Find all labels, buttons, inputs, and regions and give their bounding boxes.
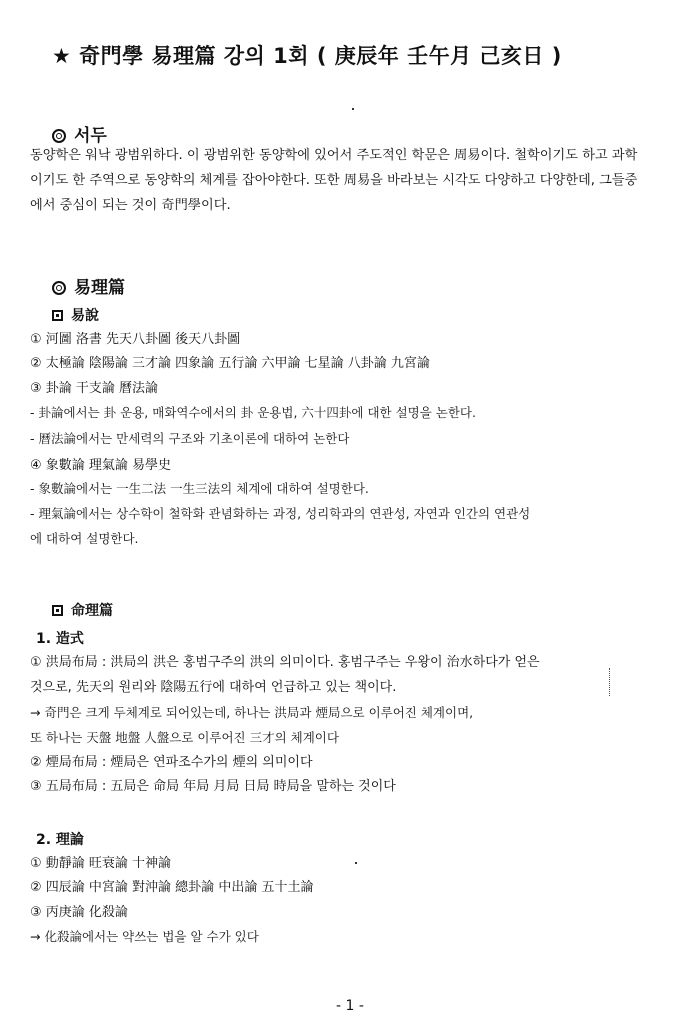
double-circle-icon bbox=[52, 281, 66, 295]
mingli-part2-heading: 2. 理論 bbox=[36, 832, 84, 848]
list-item: ② 太極論 陰陽論 三才論 四象論 五行論 六甲論 七星論 八卦論 九宮論 bbox=[30, 356, 430, 371]
yili-heading bbox=[52, 273, 125, 298]
list-item: ③ 丙庚論 化殺論 bbox=[30, 905, 128, 920]
scan-speck bbox=[352, 108, 354, 110]
list-item: ③ 五局布局 : 五局은 命局 年局 月局 日局 時局을 말하는 것이다 bbox=[30, 779, 396, 794]
yili-subheading-text: 易說 bbox=[71, 308, 99, 324]
list-item: ④ 象數論 理氣論 易學史 bbox=[30, 458, 172, 473]
mingli-heading bbox=[52, 600, 113, 620]
list-item: ① 洪局布局 : 洪局의 洪은 홍범구주의 洪의 의미이다. 홍범구주는 우왕이 治水하다가 얻은 bbox=[30, 655, 540, 670]
list-item: 또 하나는 天盤 地盤 人盤으로 이루어진 三才의 체계이다 bbox=[30, 730, 339, 745]
list-item: ② 煙局布局 : 煙局은 연파조수가의 煙의 의미이다 bbox=[30, 755, 313, 770]
list-item: 것으로, 先天의 원리와 陰陽五行에 대하여 언급하고 있는 책이다. bbox=[30, 680, 397, 695]
mingli-heading-text: 命理篇 bbox=[71, 603, 113, 619]
list-item: - 卦論에서는 卦 운용, 매화역수에서의 卦 운용법, 六十四卦에 대한 설명을 논한다. bbox=[30, 405, 476, 420]
list-item: - 象數論에서는 一生二法 一生三法의 체계에 대하여 설명한다. bbox=[30, 481, 369, 496]
list-item: → 奇門은 크게 두체계로 되어있는데, 하나는 洪局과 煙局으로 이루어진 체계이며, bbox=[30, 705, 474, 720]
list-item: ① 河圖 洛書 先天八卦圖 後天八卦圖 bbox=[30, 332, 241, 347]
list-item: → 化殺論에서는 약쓰는 법을 알 수가 있다 bbox=[30, 929, 259, 944]
page-number: - 1 - bbox=[336, 998, 364, 1014]
list-item: - 曆法論에서는 만세력의 구조와 기초이론에 대하여 논한다 bbox=[30, 431, 350, 446]
scan-mark bbox=[609, 668, 610, 696]
list-item: ① 動靜論 旺衰論 十神論 bbox=[30, 856, 172, 871]
mingli-part1-heading: 1. 造式 bbox=[36, 631, 84, 647]
page-title: ★ 奇門學 易理篇 강의 1회 ( 庚辰年 壬午月 己亥日 ) bbox=[52, 44, 562, 68]
scan-speck bbox=[355, 862, 357, 864]
yili-heading-text: 易理篇 bbox=[74, 278, 125, 298]
list-item: ③ 卦論 干支論 曆法論 bbox=[30, 381, 159, 396]
square-bullet-icon bbox=[52, 605, 63, 616]
list-item: ② 四辰論 中宮論 對沖論 總卦論 中出論 五十土論 bbox=[30, 880, 314, 895]
list-item: - 理氣論에서는 상수학이 철학화 관념화하는 과정, 성리학과의 연관성, 자연과 인간의 연관성 bbox=[30, 506, 531, 521]
double-circle-icon bbox=[52, 129, 66, 143]
square-bullet-icon bbox=[52, 310, 63, 321]
intro-heading-text: 서두 bbox=[74, 126, 107, 146]
yili-subheading bbox=[52, 305, 99, 325]
intro-paragraph: 동양학은 워낙 광범위하다. 이 광범위한 동양학에 있어서 주도적인 학문은 周易이다. 철학이기도 하고 과학이기도 한 주역으로 동양학의 체계를 잡아야한다. 또한 周易을 바라보는 시각도 다양하고 다양한데, 그들중에서 중심이 되는 것이 奇門學이다. bbox=[30, 148, 638, 213]
list-item: 에 대하여 설명한다. bbox=[30, 531, 139, 546]
